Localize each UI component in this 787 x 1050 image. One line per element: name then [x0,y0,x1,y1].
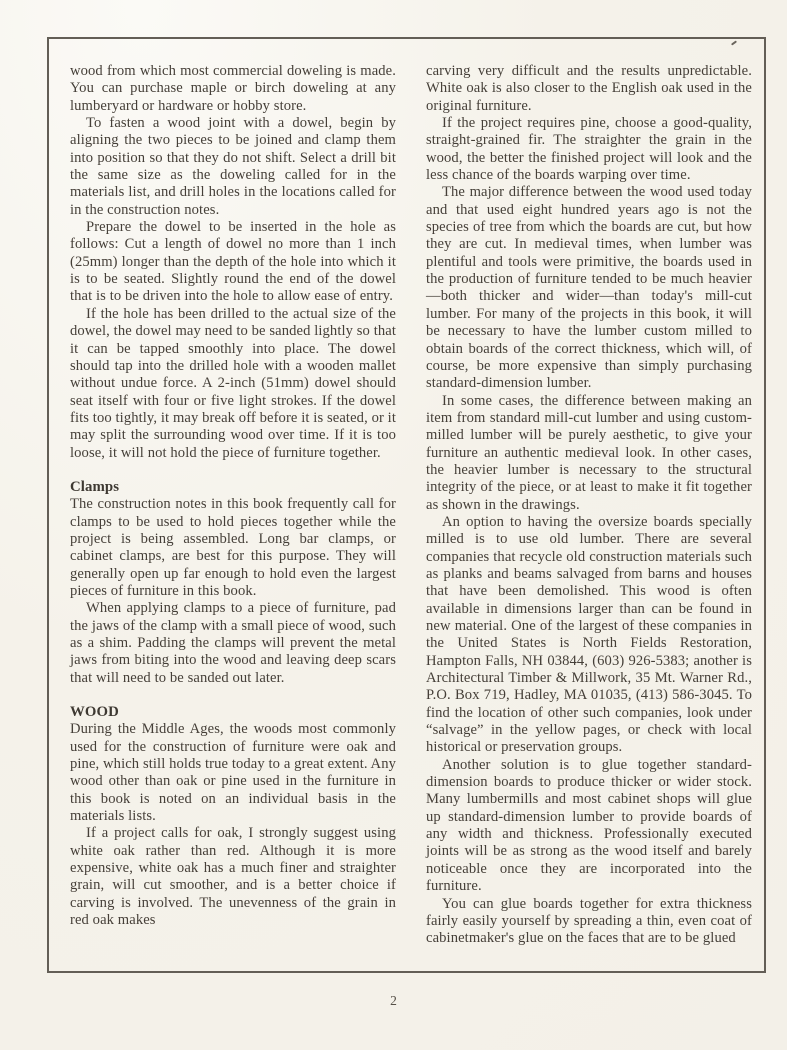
paragraph-construction-notes-clamps: The construction notes in this book frequently call for clamps to be used to hold pieces together while the project is being assembled. Long bar clamps, or cabinet clamps, are best for this purpose. They will generally open up far enough to hold even the largest pieces of furniture in this book. [70,496,396,599]
paragraph-custom-milled: In some cases, the difference between making an item from standard mill-cut lumber and using custom-milled lumber will be purely aesthetic, to give your furniture an authentic medieval look. In other cases, the heavier lumber is necessary to the structural integrity of the piece, or at least to make it fit together as shown in the drawings. [426,392,752,513]
paragraph-white-oak: If a project calls for oak, I strongly suggest using white oak rather than red. Although it is more expensive, white oak has a much finer and straighter grain, will cut smoother, and is a better choice if carving is involved. The unevenness of the grain in red oak makes [70,825,396,929]
page-content [70,63,752,948]
paragraph-old-lumber-companies: An option to having the oversize boards specially milled is to use old lumber. There are several companies that recycle old construction materials such as planks and beams salvaged from barns and houses that have been demolished. This wood is often available in dimensions larger than can be found in new material. One of the largest of these companies in the United States is North Fields Restoration, Hampton Falls, NH 03844, (603) 926-5383; another is Architectural Timber & Millwork, 35 Mt. Warner Rd., P.O. Box 719, Hadley, MA 01035, (413) 586-3045. To find the location of other such companies, look under “salvage” in the yellow pages, or check with local historical or preservation groups. [426,513,752,756]
paragraph-prepare-dowel: Prepare the dowel to be inserted in the hole as follows: Cut a length of dowel no more than 1 inch (25mm) longer than the depth of the hole into which it is to be seated. Slightly round the end of the dowel that is to be driven into the hole to allow ease of entry. [70,219,396,305]
text-column-left [70,63,396,948]
text-column-right [426,63,752,948]
paragraph-glue-boards-yourself: You can glue boards together for extra thickness fairly easily yourself by spreading a thin, even coat of cabinetmaker's glue on the faces that are to be glued [426,895,752,947]
paragraph-fasten-dowel: To fasten a wood joint with a dowel, begin by aligning the two pieces to be joined and clamp them into position so that they do not shift. Select a drill bit the same size as the doweling called for in the materials list, and drill holes in the locations called for in the construction notes. [70,115,396,218]
paragraph-major-difference: The major difference between the wood used today and that used eight hundred years ago is not the species of tree from which the boards are cut, but how they are cut. In medieval times, when lumber was plentiful and tools were primitive, the boards used in the production of furniture tended to be much heavier—both thicker and wider—than today's mill-cut lumber. For many of the projects in this book, it will be necessary to have the lumber custom milled to obtain boards of the correct thickness, which will, of course, be more expensive than simply purchasing standard-dimension lumber. [426,184,752,392]
page-number: 2 [390,993,397,1008]
paragraph-hole-drilled: If the hole has been drilled to the actual size of the dowel, the dowel may need to be sanded lightly so that it can be tapped smoothly into place. The dowel should tap into the drilled hole with a wooden mallet without undue force. A 2-inch (51mm) dowel should seat itself with four or five light strokes. If the dowel fits too tightly, it may break off before it is seated, or it may split the surrounding wood over time. If it is too loose, it will not hold the piece of furniture together. [70,305,396,461]
paragraph-applying-clamps: When applying clamps to a piece of furniture, pad the jaws of the clamp with a small piece of wood, such as a shim. Padding the clamps will prevent the metal jaws from biting into the wood and leaving deep scars that will need to be sanded out later. [70,600,396,686]
section-heading-clamps: Clamps [70,478,120,495]
paragraph-doweling-continuation: wood from which most commercial doweling is made. You can purchase maple or birch doweling at any lumberyard or hardware or hobby store. [70,63,396,114]
paragraph-pine-fir: If the project requires pine, choose a good-quality, straight-grained fir. The straighter the grain in the wood, the better the finished project will look and the less chance of the boards warping over time. [426,115,752,184]
paragraph-middle-ages-woods: During the Middle Ages, the woods most commonly used for the construction of furniture were oak and pine, which still holds true today to a great extent. Any wood other than oak or pine used in the furniture in this book is noted on an individual basis in the materials lists. [70,721,396,825]
paragraph-carving-continuation: carving very difficult and the results unpredictable. White oak is also closer to the English oak used in the original furniture. [426,63,752,114]
paragraph-glue-standard-dimension: Another solution is to glue together standard-dimension boards to produce thicker or wider stock. Many lumbermills and most cabinet shops will glue up standard-dimension lumber to provide boards of any width and thickness. Professionally executed joints will be as strong as the wood itself and barely noticeable once they are incorporated into the furniture. [426,756,752,895]
section-heading-wood: WOOD [70,704,119,721]
